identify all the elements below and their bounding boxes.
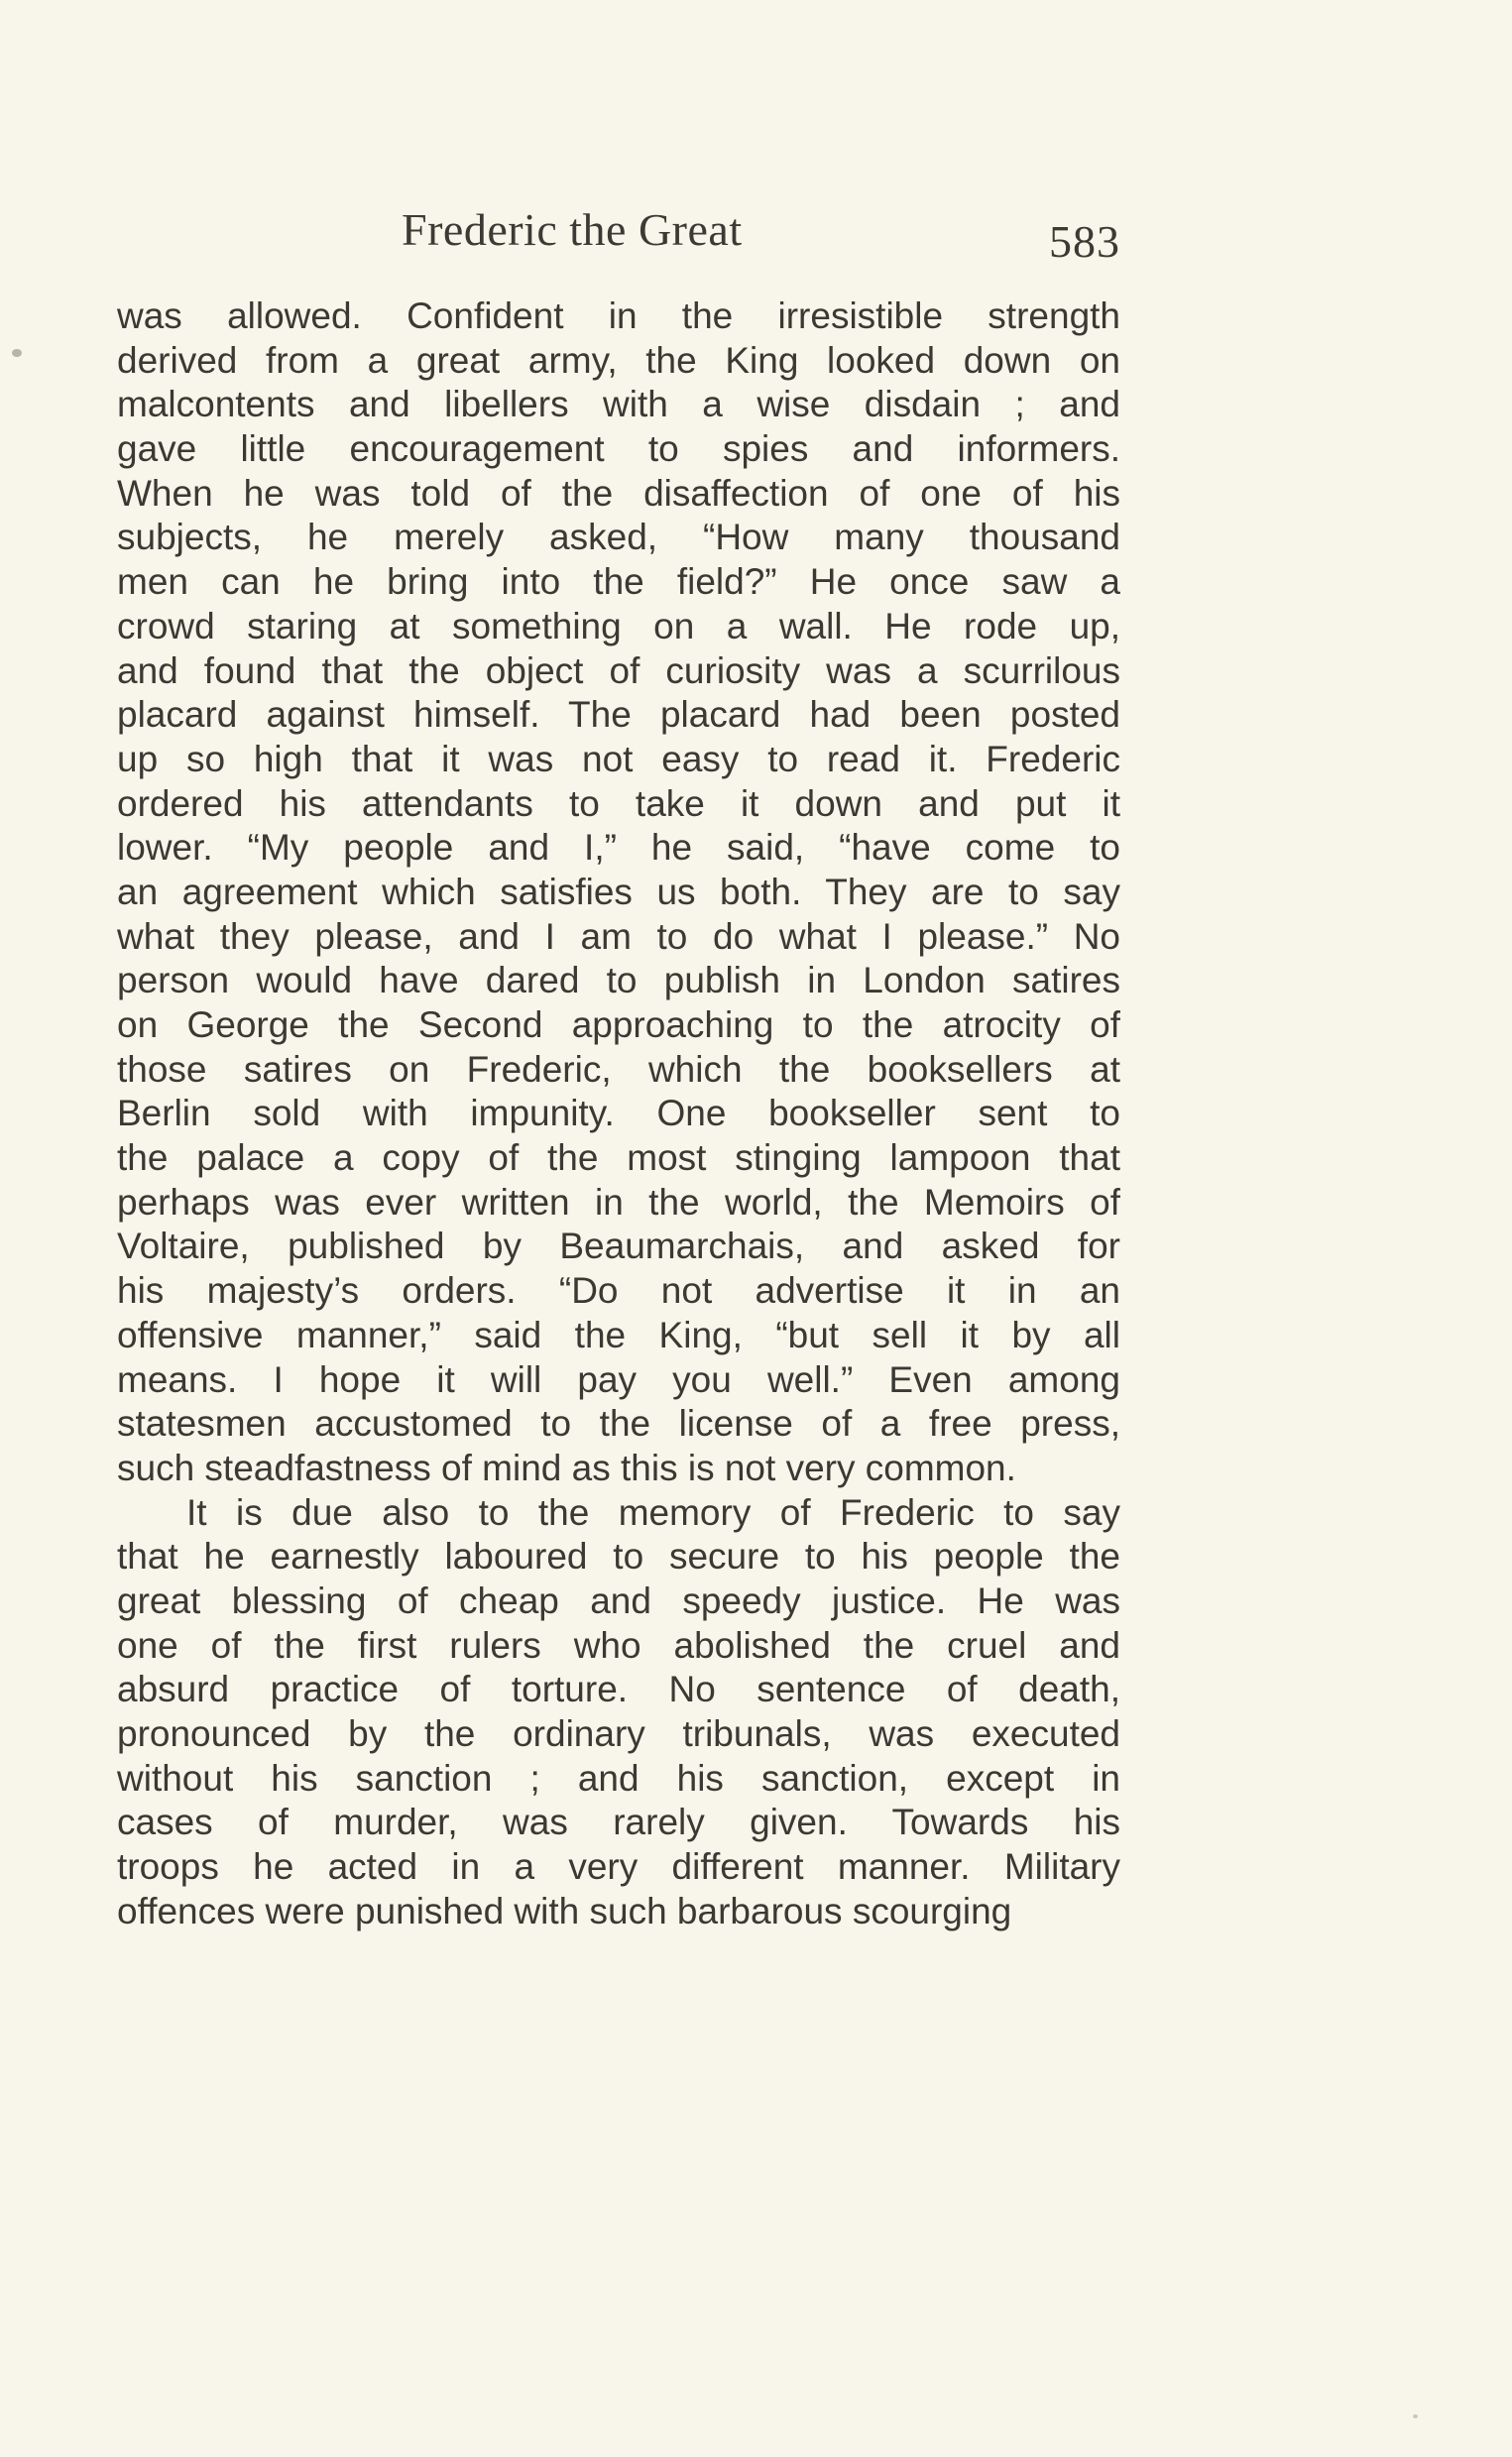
- text-line: the palace a copy of the most stinging lampoon that: [117, 1137, 1120, 1179]
- text-line: absurd practice of torture. No sentence of death,: [117, 1669, 1120, 1710]
- text-line: When he was told of the disaffection of one of his: [117, 472, 1120, 514]
- text-line: offences were punished with such barbarous scourging: [117, 1890, 1012, 1931]
- text-line: offensive manner,” said the King, “but sell it by all: [117, 1314, 1120, 1355]
- text-line: gave little encouragement to spies and informers.: [117, 428, 1120, 470]
- text-line: on George the Second approaching to the atrocity of: [117, 1004, 1120, 1045]
- page-header: [117, 203, 1120, 273]
- text-line: derived from a great army, the King looked down on: [117, 339, 1120, 381]
- text-line: Voltaire, published by Beaumarchais, and asked for: [117, 1226, 1120, 1267]
- text-line: malcontents and libellers with a wise disdain ; and: [117, 384, 1120, 425]
- text-line: those satires on Frederic, which the booksellers at: [117, 1048, 1120, 1090]
- text-line: perhaps was ever written in the world, the Memoirs of: [117, 1181, 1120, 1223]
- text-line: one of the first rulers who abolished the cruel and: [117, 1624, 1120, 1666]
- text-line: troops he acted in a very different manner. Military: [117, 1846, 1120, 1888]
- paper-speck: [1413, 2414, 1418, 2418]
- paper-speck: [12, 349, 22, 357]
- text-line: was allowed. Confident in the irresistible strength: [117, 295, 1120, 336]
- text-line: cases of murder, was rarely given. Towards his: [117, 1802, 1120, 1843]
- text-line: Berlin sold with impunity. One bookseller sent to: [117, 1093, 1120, 1134]
- text-line: what they please, and I am to do what I please.” No: [117, 915, 1120, 957]
- text-line: great blessing of cheap and speedy justice. He was: [117, 1580, 1120, 1621]
- text-line: ordered his attendants to take it down and put it: [117, 782, 1120, 824]
- text-line: subjects, he merely asked, “How many thousand: [117, 517, 1120, 558]
- text-line: such steadfastness of mind as this is not very common.: [117, 1447, 1016, 1488]
- text-line: pronounced by the ordinary tribunals, was executed: [117, 1713, 1120, 1754]
- text-line: statesmen accustomed to the license of a free press,: [117, 1403, 1120, 1445]
- page-number: 583: [1049, 216, 1120, 267]
- text-line: his majesty’s orders. “Do not advertise it in an: [117, 1270, 1120, 1312]
- text-line: up so high that it was not easy to read it. Frederic: [117, 738, 1120, 779]
- text-line: lower. “My people and I,” he said, “have come to: [117, 827, 1120, 869]
- body-text: [117, 294, 1120, 1933]
- text-line: without his sanction ; and his sanction, except in: [117, 1757, 1120, 1799]
- text-line: that he earnestly laboured to secure to his people the: [117, 1536, 1120, 1578]
- text-line: person would have dared to publish in London satires: [117, 960, 1120, 1001]
- text-line: means. I hope it will pay you well.” Even among: [117, 1358, 1120, 1400]
- text-line: and found that the object of curiosity was a scurrilous: [117, 649, 1120, 691]
- text-line: an agreement which satisfies us both. They are to say: [117, 871, 1120, 912]
- text-line: men can he bring into the field?” He once saw a: [117, 561, 1120, 603]
- paragraph-first-line: It is due also to the memory of Frederic to say: [186, 1491, 1120, 1533]
- text-line: placard against himself. The placard had been posted: [117, 694, 1120, 736]
- text-line: crowd staring at something on a wall. He rode up,: [117, 605, 1120, 646]
- running-title: Frederic the Great: [402, 204, 743, 255]
